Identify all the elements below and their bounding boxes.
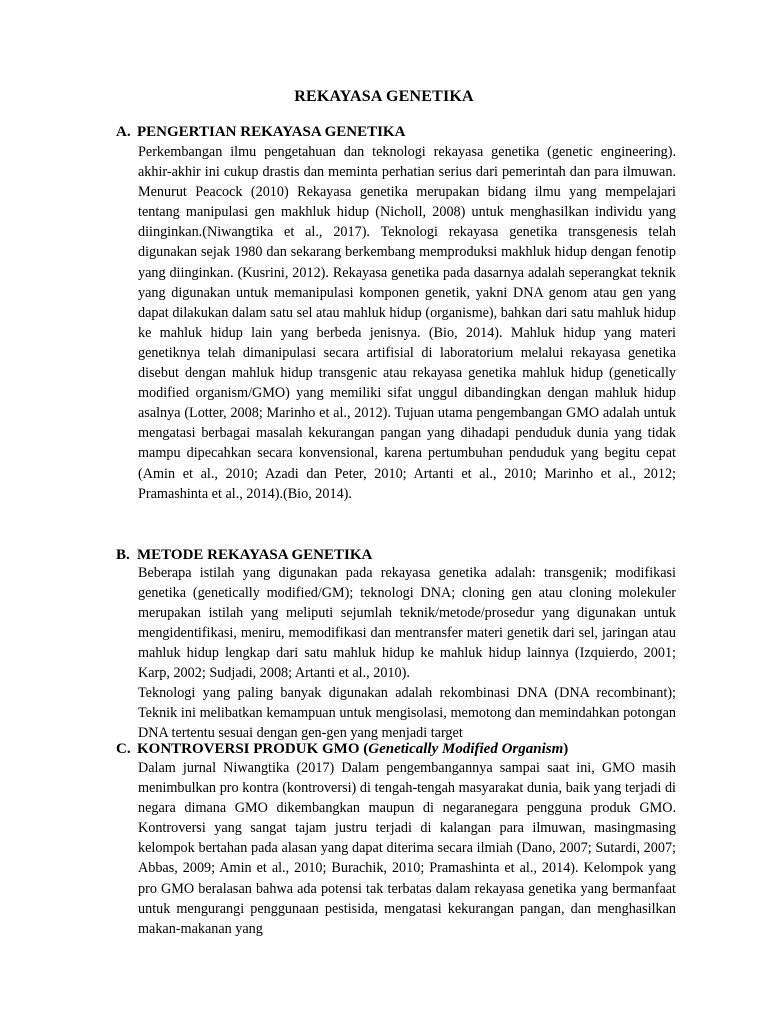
section-heading-b <box>116 545 676 565</box>
section-heading-c <box>116 739 676 759</box>
section-b-paragraph-2: Teknologi yang paling banyak digunakan adalah rekombinasi DNA (DNA recombinant); Teknik ini melibatkan kemampuan untuk mengisolasi, memotong dan memindahkan potongan DNA tertentu sesuai dengan gen-gen yang menjadi target <box>138 685 676 742</box>
section-letter-b: B. <box>116 547 130 563</box>
section-title-c-end: ) <box>563 741 569 757</box>
section-a-paragraph-1: Perkembangan ilmu pengetahuan dan teknologi rekayasa genetika (genetic engineering). akhir-akhir ini cukup drastis dan meminta perhatian serius dari pemerintah dan para ilmuwan. Menurut Peacock (2010) Rekayasa genetika merupakan bidang ilmu yang mempelajari tentang manipulasi gen makhluk hidup (Nicholl, 2008) untuk menghasilkan individu yang diinginkan.(Niwangtika et al., 2017). Teknologi rekayasa genetika transgenesis telah digunakan sejak 1980 dan sekarang berkembang memproduksi makhluk hidup dengan fenotip yang diinginkan. (Kusrini, 2012). Rekayasa genetika pada dasarnya adalah seperangkat teknik yang digunakan untuk memanipulasi komponen genetik, yakni DNA genom atau gen yang dapat dilakukan dalam satu sel atau mahluk hidup (organisme), bahkan dari satu mahluk hidup ke mahluk hidup lain yang berbeda jenisnya. (Bio, 2014). Mahluk hidup yang materi genetiknya telah dimanipulasi secara artifisial di laboratorium melalui rekayasa genetika disebut dengan mahluk hidup transgenic atau rekayasa genetika mahluk hidup (genetically modified organism/GMO) yang memiliki sifat unggul dibandingkan dengan mahluk hidup asalnya (Lotter, 2008; Marinho et al., 2012). Tujuan utama pengembangan GMO adalah untuk mengatasi berbagai masalah kekurangan pangan yang dihadapi penduduk dunia yang tidak mampu dipecahkan secara konvensional, karena pertumbuhan penduduk yang begitu cepat (Amin et al., 2010; Azadi dan Peter, 2010; Artanti et al., 2010; Marinho et al., 2012; Pramashinta et al., 2014).(Bio, 2014). <box>138 144 676 502</box>
section-b-paragraph-1: Beberapa istilah yang digunakan pada rekayasa genetika adalah: transgenik; modifikasi genetika (genetically modified/GM); teknologi DNA; cloning gen atau cloning molekuler merupakan istilah yang meliputi sejumlah teknik/metode/prosedur yang digunakan untuk mengidentifikasi, meniru, memodifikasi dan mentransfer materi genetik dari sel, jaringan atau mahluk hidup lengkap dari satu mahluk hidup ke mahluk hidup lainnya (Izquierdo, 2001; Karp, 2002; Sudjadi, 2008; Artanti et al., 2010). <box>138 565 676 682</box>
section-letter-a: A. <box>116 124 131 140</box>
section-heading-a <box>116 122 676 142</box>
section-letter-c: C. <box>116 741 131 757</box>
section-title-c-italic: Genetically Modified Organism <box>368 741 564 757</box>
section-c-paragraph-1: Dalam jurnal Niwangtika (2017) Dalam pengembangannya sampai saat ini, GMO masih menimbulkan pro kontra (kontroversi) di tengah-tengah masyarakat dunia, baik yang terjadi di negara dimana GMO dikembangkan maupun di negaranegara pengguna produk GMO. Kontroversi yang sangat tajam justru terjadi di kalangan para ilmuwan, masingmasing kelompok bertahan pada alasan yang dapat diterima secara ilmiah (Dano, 2007; Sutardi, 2007; Abbas, 2009; Amin et al., 2010; Burachik, 2010; Pramashinta et al., 2014). Kelompok yang pro GMO beralasan bahwa ada potensi tak terbatas dalam rekayasa genetika yang bermanfaat untuk mengurangi penggunaan pestisida, mengatasi kekurangan pangan, dan menghasilkan makan-makanan yang <box>138 760 676 937</box>
document-title: REKAYASA GENETIKA <box>294 88 474 105</box>
section-title-a: PENGERTIAN REKAYASA GENETIKA <box>137 124 406 140</box>
section-title-b: METODE REKAYASA GENETIKA <box>137 547 373 563</box>
section-title-c: KONTROVERSI PRODUK GMO ( <box>137 741 369 757</box>
